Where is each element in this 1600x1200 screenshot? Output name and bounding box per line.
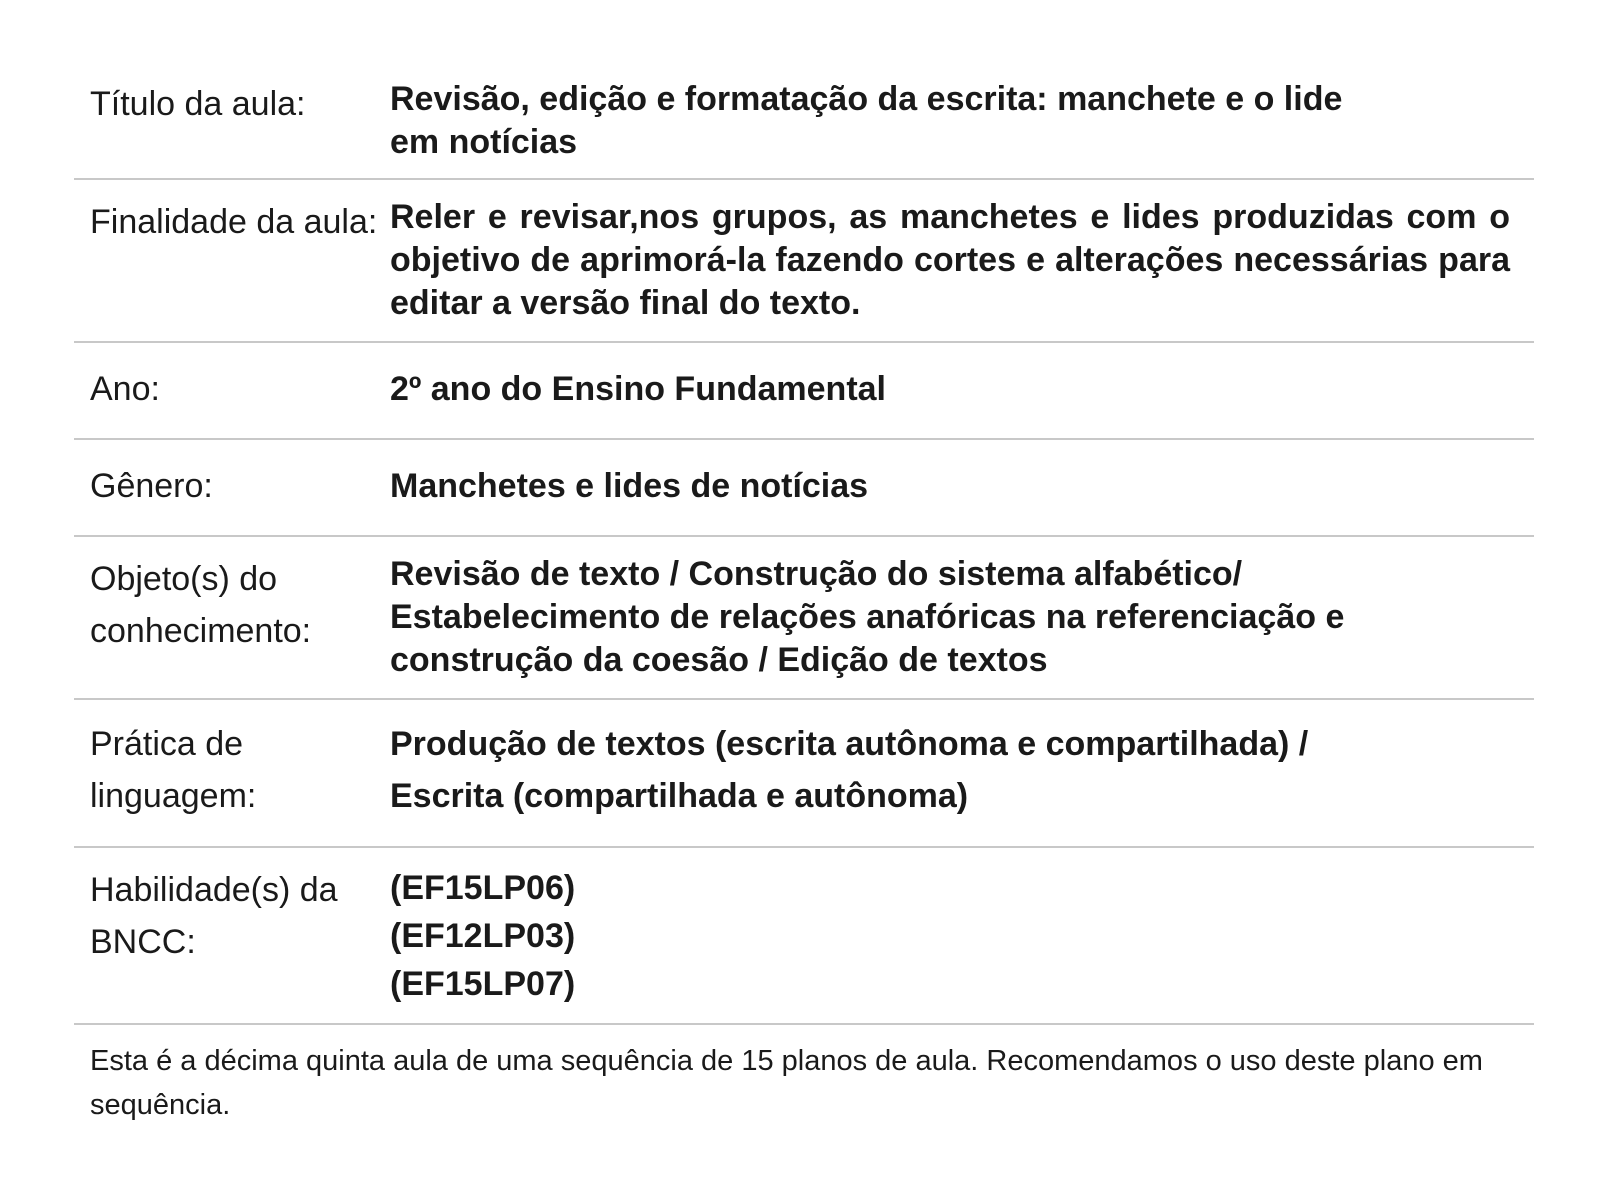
row-ano bbox=[74, 343, 1534, 440]
row-pratica-de-linguagem bbox=[74, 700, 1534, 848]
value-objetos-do-conhecimento bbox=[390, 553, 1510, 698]
value-finalidade-da-aula: Reler e revisar,nos grupos, as manchetes e lides produzidas com o objetivo de aprimorá-la fazendo cortes e alterações necessárias para editar a versão final do texto. bbox=[390, 198, 1510, 322]
label-titulo-da-aula bbox=[74, 78, 390, 178]
bncc-code: (EF15LP07) bbox=[390, 965, 576, 1003]
label-genero bbox=[74, 460, 390, 535]
row-finalidade-da-aula bbox=[74, 180, 1534, 343]
label-objetos-do-conhecimento bbox=[74, 553, 390, 698]
label-line: conhecimento: bbox=[90, 612, 312, 650]
value-line: Manchetes e lides de notícias bbox=[390, 467, 869, 505]
label-ano bbox=[74, 363, 390, 438]
value-line: em notícias bbox=[390, 123, 578, 161]
row-titulo-da-aula bbox=[74, 72, 1534, 180]
value-pratica-de-linguagem bbox=[390, 718, 1510, 846]
sequence-footnote: Esta é a décima quinta aula de uma sequência de 15 planos de aula. Recomendamos o uso deste plano em sequência. bbox=[90, 1045, 1483, 1121]
label-line: Objeto(s) do bbox=[90, 560, 278, 598]
value-line: Revisão, edição e formatação da escrita: manchete e o lide bbox=[390, 80, 1343, 118]
value-genero bbox=[390, 460, 1510, 535]
value-habilidades-da-bncc bbox=[390, 864, 1510, 1023]
label-line: Habilidade(s) da bbox=[90, 871, 338, 909]
value-line: Revisão de texto / Construção do sistema alfabético/ bbox=[390, 555, 1243, 593]
value-line: 2º ano do Ensino Fundamental bbox=[390, 370, 887, 408]
value-titulo-da-aula bbox=[390, 78, 1510, 178]
bncc-code: (EF15LP06) bbox=[390, 869, 576, 907]
value-line: Escrita (compartilhada e autônoma) bbox=[390, 777, 969, 815]
row-genero bbox=[74, 440, 1534, 537]
row-objetos-do-conhecimento bbox=[74, 537, 1534, 700]
value-line: construção da coesão / Edição de textos bbox=[390, 641, 1048, 679]
label-line: Gênero: bbox=[90, 467, 213, 505]
label-line: Finalidade da bbox=[90, 203, 295, 241]
label-line: BNCC: bbox=[90, 923, 196, 961]
label-habilidades-da-bncc bbox=[74, 864, 390, 1023]
label-line: Título da aula: bbox=[90, 85, 306, 123]
lesson-info-table bbox=[74, 72, 1534, 1025]
label-line: Prática de bbox=[90, 725, 244, 763]
row-habilidades-da-bncc bbox=[74, 848, 1534, 1025]
label-pratica-de-linguagem bbox=[74, 718, 390, 846]
label-line: aula: bbox=[303, 203, 378, 241]
label-finalidade-da-aula bbox=[74, 196, 390, 341]
label-line: Ano: bbox=[90, 370, 160, 408]
value-line: Produção de textos (escrita autônoma e compartilhada) / bbox=[390, 725, 1309, 763]
value-line: Estabelecimento de relações anafóricas na referenciação e bbox=[390, 598, 1345, 636]
bncc-code: (EF12LP03) bbox=[390, 917, 576, 955]
label-line: linguagem: bbox=[90, 777, 257, 815]
value-ano bbox=[390, 363, 1510, 438]
